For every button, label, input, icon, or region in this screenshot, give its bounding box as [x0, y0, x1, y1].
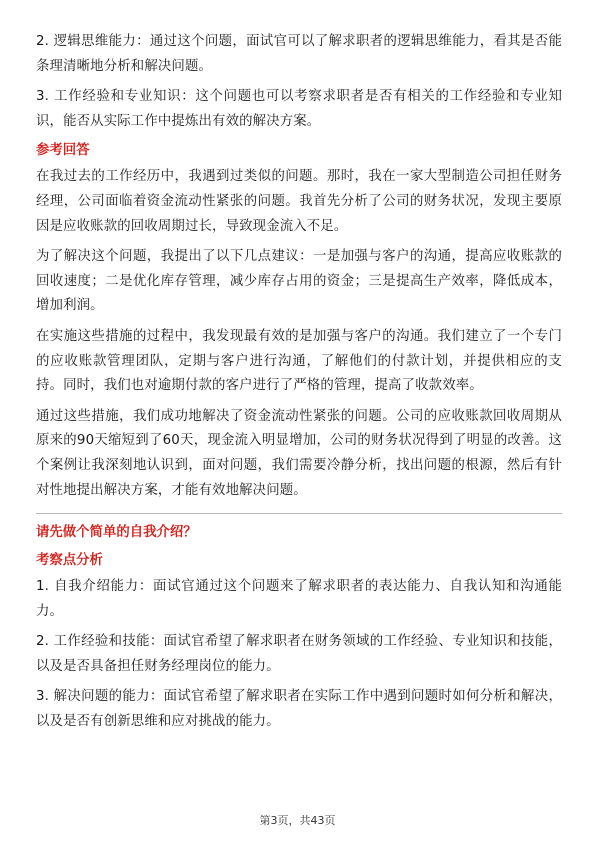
analysis-item: 1. 自我介绍能力：面试官通过这个问题来了解求职者的表达能力、自我认知和沟通能力。: [36, 579, 562, 619]
answer-paragraph: 在我过去的工作经历中，我遇到过类似的问题。那时，我在一家大型制造公司担任财务经理，公司面临着资金流动性紧张的问题。我首先分析了公司的财务状况，发现主要原因是应收账款的回收周期过长，导致现金流入不足。: [36, 169, 562, 234]
page-number: 第3页，共43页: [259, 814, 336, 827]
analysis-item: 2. 逻辑思维能力：通过这个问题，面试官可以了解求职者的逻辑思维能力，看其是否能条理清晰地分析和解决问题。: [36, 34, 562, 74]
answer-heading: 参考回答: [36, 143, 90, 159]
answer-paragraph: 通过这些措施，我们成功地解决了资金流动性紧张的问题。公司的应收账款回收周期从原来的90天缩短到了60天，现金流入明显增加，公司的财务状况得到了明显的改善。这个案例让我深刻地认识到，面对问题，我们需要冷静分析，找出问题的根源，然后有针对性地提出解决方案，才能有效地解决问题。: [36, 408, 562, 498]
question-title: 请先做个简单的自我介绍？: [36, 525, 197, 541]
answer-paragraph: 为了解决这个问题，我提出了以下几点建议：一是加强与客户的沟通，提高应收账款的回收速度；二是优化库存管理，减少库存占用的资金；三是提高生产效率，降低成本，增加利润。: [36, 249, 562, 314]
analysis-heading: 考察点分析: [36, 553, 103, 569]
analysis-item: 3. 工作经验和专业知识：这个问题也可以考察求职者是否有相关的工作经验和专业知识，能否从实际工作中提炼出有效的解决方案。: [36, 89, 562, 129]
document-body: [36, 30, 562, 741]
section-divider: [36, 513, 562, 514]
analysis-item: 2. 工作经验和技能：面试官希望了解求职者在财务领域的工作经验、专业知识和技能，以及是否具备担任财务经理岗位的能力。: [36, 634, 562, 674]
answer-paragraph: 在实施这些措施的过程中，我发现最有效的是加强与客户的沟通。我们建立了一个专门的应收账款管理团队，定期与客户进行沟通，了解他们的付款计划，并提供相应的支持。同时，我们也对逾期付款的客户进行了严格的管理，提高了收款效率。: [36, 328, 562, 394]
analysis-item: 3. 解决问题的能力：面试官希望了解求职者在实际工作中遇到问题时如何分析和解决，以及是否有创新思维和应对挑战的能力。: [36, 689, 562, 730]
